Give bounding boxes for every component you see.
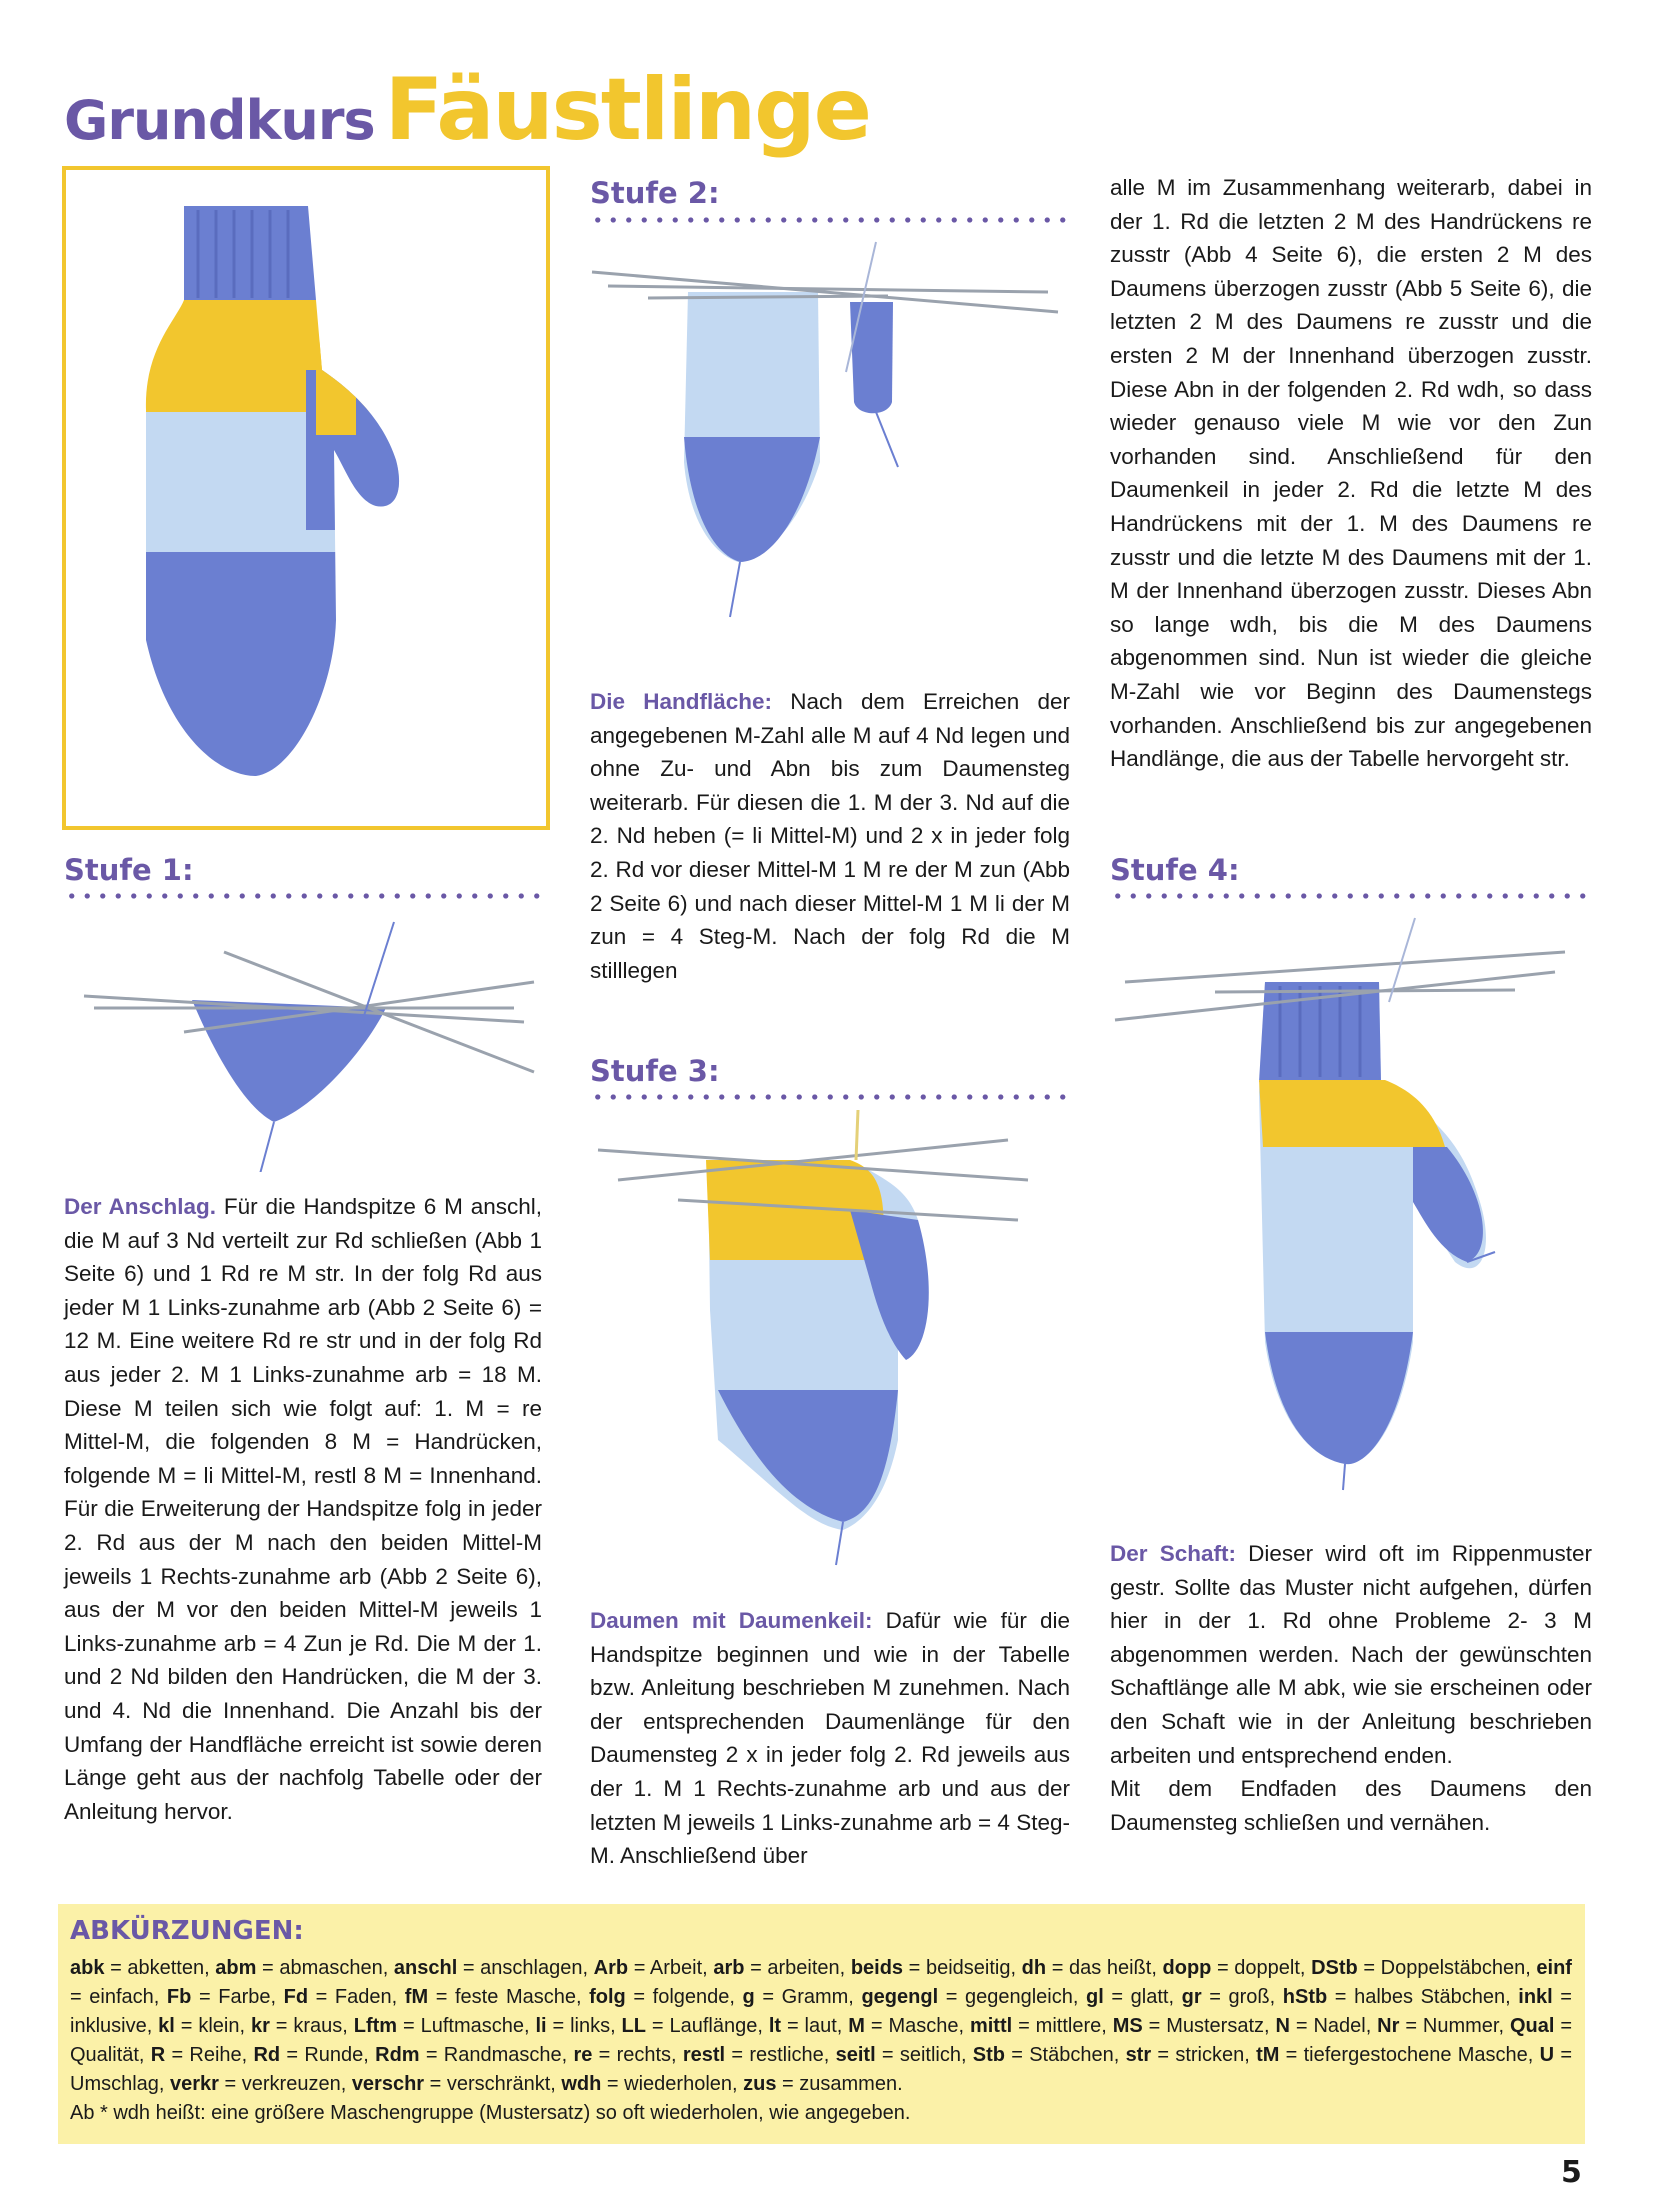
abbreviation-value: = glatt,	[1103, 1986, 1182, 2008]
schaft-lead: Der Schaft:	[1110, 1541, 1236, 1566]
abbreviation-key: gl	[1086, 1986, 1104, 2008]
abbreviation-value: = Mustersatz,	[1142, 2015, 1276, 2037]
abbreviation-key: Nr	[1377, 2015, 1400, 2037]
abbreviation-value: = Doppelstäbchen,	[1357, 1957, 1537, 1979]
abbreviation-key: mittl	[969, 2015, 1013, 2037]
abbreviation-key: DStb	[1311, 1957, 1358, 1979]
abbreviation-value: = zusammen.	[776, 2073, 903, 2095]
abbreviation-value: = Stäbchen,	[1005, 2044, 1126, 2066]
abbreviation-key: Rd	[253, 2044, 281, 2066]
abbreviation-value: = klein,	[174, 2015, 251, 2037]
schaft-text-2: Mit dem Endfaden des Daumens den Daumensteg schließen und vernähen.	[1110, 1776, 1592, 1835]
abbreviation-value: = einfach,	[70, 1986, 167, 2008]
abbreviation-value: = Farbe,	[191, 1986, 284, 2008]
abbreviation-key: verschr	[351, 2073, 425, 2095]
abbreviations-box	[58, 1904, 1585, 2144]
abbreviation-key: abm	[215, 1957, 257, 1979]
abbreviation-key: Rdm	[375, 2044, 420, 2066]
page-title	[64, 60, 870, 160]
abbreviation-key: Lftm	[353, 2015, 398, 2037]
abbreviation-value: = tiefergestochene Masche,	[1279, 2044, 1540, 2066]
stufe-3-divider	[590, 1094, 1070, 1100]
abbreviation-value: = verkreuzen,	[218, 2073, 352, 2095]
abbreviation-value: = anschlagen,	[457, 1957, 594, 1979]
abbreviation-key: str	[1125, 2044, 1152, 2066]
abbreviation-value: = abmaschen,	[256, 1957, 394, 1979]
abbreviation-value: = das heißt,	[1046, 1957, 1163, 1979]
abbreviation-key: folg	[589, 1986, 626, 2008]
abbreviation-key: wdh	[561, 2073, 602, 2095]
abbreviation-value: = Nadel,	[1289, 2015, 1378, 2037]
abbreviation-key: kl	[158, 2015, 175, 2037]
abbreviation-key: dopp	[1162, 1957, 1212, 1979]
abbreviation-key: Arb	[593, 1957, 629, 1979]
daumen-text: Dafür wie für die Handspitze beginnen und wie in der Tabelle bzw. Anleitung beschrieben M zunehmen. Nach der entsprechenden Daumenlänge für den Daumensteg 2 x in jeder folg 2. Rd jeweils aus der 1. M 1 Rechts-zunahme arb und aus der letzten M jeweils 1 Links-zunahme arb = 4 Steg-M. Anschließend über	[590, 1608, 1070, 1869]
title-part-1: Grundkurs	[64, 89, 375, 152]
abbreviation-key: seitl	[835, 2044, 876, 2066]
stufe-4-photo	[1095, 912, 1595, 1492]
abbreviation-value: = Masche,	[864, 2015, 970, 2037]
abbreviation-key: abk	[70, 1957, 105, 1979]
abbreviation-key: hStb	[1282, 1986, 1328, 2008]
abbreviation-value: = Umschlag,	[70, 2044, 1573, 2095]
abbreviation-value: = verschränkt,	[424, 2073, 562, 2095]
abbreviation-key: einf	[1536, 1957, 1572, 1979]
abbreviation-key: beids	[850, 1957, 904, 1979]
stufe-4-divider	[1110, 893, 1590, 899]
abbreviation-key: U	[1539, 2044, 1555, 2066]
abbreviation-value: = Randmasche,	[419, 2044, 574, 2066]
handflaeche-lead: Die Handfläche:	[590, 689, 773, 714]
abbreviation-value: = stricken,	[1151, 2044, 1257, 2066]
stufe-2-photo	[588, 232, 1068, 632]
abbreviation-value: = folgende,	[625, 1986, 743, 2008]
abbreviations-items	[70, 1957, 1572, 2095]
stufe-1-divider	[64, 893, 544, 899]
abbreviation-key: zus	[743, 2073, 777, 2095]
abbreviation-value: = kraus,	[269, 2015, 354, 2037]
abbreviation-key: re	[573, 2044, 593, 2066]
abbreviation-value: = Arbeit,	[628, 1957, 714, 1979]
abbreviation-value: = beidseitig,	[903, 1957, 1022, 1979]
fortsetzung-text: alle M im Zusammenhang weiterarb, dabei in der 1. Rd die letzten 2 M des Handrückens re zusstr (Abb 4 Seite 6), die ersten 2 M des Daumens überzogen zusstr (Abb 5 Seite 6), die letzten 2 M des Daumens re zusstr und die ersten 2 M der Innenhand überzogen zusstr. Diese Abn in der folgenden 2. Rd wdh, so dass wieder genauso viele M wie vor den Zun vorhanden sind. Anschließend für den Daumenkeil in jeder 2. Rd die letzte M des Handrückens mit der 1. M des Daumens re zusstr und die letzte M des Daumens mit der 1. M der Innenhand überzogen zusstr. Dieses Abn so lange wdh, bis die M des Daumens abgenommen sind. Nun ist wieder die gleiche M-Zahl wie vor Beginn des Daumenstegs vorhanden. Anschließend bis zur angegebenen Handlänge, die aus der Tabelle hervorgeht str.	[1110, 175, 1592, 772]
abbreviation-value: = mittlere,	[1012, 2015, 1113, 2037]
stufe-4-heading: Stufe 4:	[1110, 853, 1240, 887]
abbreviation-value: = links,	[546, 2015, 622, 2037]
abbreviation-key: R	[150, 2044, 166, 2066]
mitten-photo-frame	[62, 166, 550, 830]
abbreviations-title: ABKÜRZUNGEN:	[70, 1916, 304, 1946]
abbreviations-list	[70, 1954, 1572, 2128]
abbreviation-key: Fb	[166, 1986, 192, 2008]
page-number: 5	[1561, 2155, 1582, 2190]
schaft-text: Dieser wird oft im Rippenmuster gestr. Sollte das Muster nicht aufgehen, dürfen hier in der 1. Rd ohne Probleme 2- 3 M abgenommen werden. Nach der gewünschten Schaftlänge alle M abk, wie sie erscheinen oder den Schaft wie in der Anleitung beschrieben arbeiten und entsprechend enden.	[1110, 1541, 1592, 1768]
abbreviation-key: gegengl	[861, 1986, 939, 2008]
abbreviation-value: = Luftmasche,	[397, 2015, 536, 2037]
abbreviation-key: Stb	[972, 2044, 1006, 2066]
stufe-1-photo	[64, 912, 544, 1172]
abbreviation-key: tM	[1256, 2044, 1280, 2066]
abbreviation-key: Qual	[1509, 2015, 1555, 2037]
abbreviation-value: = restliche,	[725, 2044, 836, 2066]
abbreviation-value: = laut,	[781, 2015, 849, 2037]
handflaeche-text: Nach dem Erreichen der angegebenen M-Zahl alle M auf 4 Nd legen und ohne Zu- und Abn bis zum Daumensteg weiterarb. Für diesen die 1. M der 3. Nd auf die 2. Nd heben (= li Mittel-M) und 2 x in jeder folg 2. Rd vor dieser Mittel-M 1 M re der M zun (Abb 2 Seite 6) und nach dieser Mittel-M 1 M li der M zun = 4 Steg-M. Nach der folg Rd die M stilllegen	[590, 689, 1070, 983]
abbreviation-value: = feste Masche,	[428, 1986, 590, 2008]
abbreviation-value: = Nummer,	[1399, 2015, 1510, 2037]
abbreviation-key: restl	[682, 2044, 726, 2066]
abbreviation-key: N	[1275, 2015, 1290, 2037]
abbreviation-value: = Qualität,	[70, 2015, 1572, 2066]
text-schaft	[1110, 1537, 1592, 1839]
abbreviation-key: gr	[1181, 1986, 1202, 2008]
abbreviation-value: = Lauflänge,	[645, 2015, 769, 2037]
daumen-lead: Daumen mit Daumenkeil:	[590, 1608, 873, 1633]
stufe-3-photo	[588, 1110, 1068, 1570]
abbreviation-key: lt	[768, 2015, 782, 2037]
abbreviation-value: = Faden,	[308, 1986, 405, 2008]
title-part-2: Fäustlinge	[384, 60, 870, 160]
abbreviation-key: fM	[404, 1986, 429, 2008]
anschlag-text: Für die Handspitze 6 M anschl, die M auf 3 Nd verteilt zur Rd schließen (Abb 1 Seite 6) und 1 Rd re M str. In der folg Rd aus jeder M 1 Links-zunahme arb (Abb 2 Seite 6) = 12 M. Eine weitere Rd re str und in der folg Rd aus jeder 2. M 1 Links-zunahme arb = 18 M. Diese M teilen sich wie folgt auf: 1. M = re Mittel-M, die folgenden 8 M = Handrücken, folgende M = li Mittel-M, restl 8 M = Innenhand. Für die Erweiterung der Handspitze folg in jeder 2. Rd aus der M nach den beiden Mittel-M jeweils 1 Rechts-zunahme arb (Abb 2 Seite 6), aus der M vor den beiden Mittel-M jeweils 1 Links-zunahme arb = 4 Zun je Rd. Die M der 1. und 2 Nd bilden den Handrücken, die M der 3. und 4. Nd die Innenhand. Die Anzahl bis der Umfang der Handfläche erreicht ist sowie deren Länge geht aus der nachfolg Tabelle oder der Anleitung hervor.	[64, 1194, 542, 1824]
abbreviation-key: li	[535, 2015, 547, 2037]
abbreviation-key: arb	[713, 1957, 745, 1979]
abbreviation-value: = arbeiten,	[744, 1957, 851, 1979]
abbreviation-value: = Gramm,	[754, 1986, 862, 2008]
abbreviation-value: = gegengleich,	[938, 1986, 1087, 2008]
stufe-2-heading: Stufe 2:	[590, 176, 720, 210]
stufe-1-heading: Stufe 1:	[64, 853, 194, 887]
abbreviation-value: = seitlich,	[875, 2044, 973, 2066]
abbreviation-value: = Reihe,	[165, 2044, 254, 2066]
abbreviation-key: kr	[250, 2015, 270, 2037]
abbreviation-value: = rechts,	[592, 2044, 683, 2066]
abbreviation-value: = Runde,	[280, 2044, 376, 2066]
text-anschlag	[64, 1190, 542, 1828]
abbreviation-key: Fd	[283, 1986, 309, 2008]
anschlag-lead: Der Anschlag.	[64, 1194, 217, 1219]
abbreviation-key: dh	[1021, 1957, 1047, 1979]
abbreviation-key: g	[742, 1986, 755, 2008]
abbreviation-key: LL	[621, 2015, 646, 2037]
finished-mitten-photo	[66, 170, 546, 826]
text-handflaeche	[590, 685, 1070, 987]
abbreviations-footer: Ab * wdh heißt: eine größere Maschengruppe (Mustersatz) so oft wiederholen, wie angegeben.	[70, 2102, 911, 2124]
abbreviation-value: = groß,	[1201, 1986, 1283, 2008]
abbreviation-value: = halbes Stäbchen,	[1327, 1986, 1519, 2008]
text-fortsetzung	[1110, 171, 1592, 776]
abbreviation-value: = wiederholen,	[601, 2073, 744, 2095]
abbreviation-key: anschl	[393, 1957, 458, 1979]
abbreviation-value: = abketten,	[104, 1957, 216, 1979]
stufe-3-heading: Stufe 3:	[590, 1054, 720, 1088]
abbreviation-key: inkl	[1518, 1986, 1553, 2008]
abbreviation-key: verkr	[170, 2073, 219, 2095]
abbreviation-value: = inklusive,	[70, 1986, 1572, 2037]
abbreviation-value: = doppelt,	[1211, 1957, 1312, 1979]
text-daumen	[590, 1604, 1070, 1873]
abbreviation-key: M	[848, 2015, 865, 2037]
abbreviation-key: MS	[1112, 2015, 1143, 2037]
stufe-2-divider	[590, 217, 1070, 223]
